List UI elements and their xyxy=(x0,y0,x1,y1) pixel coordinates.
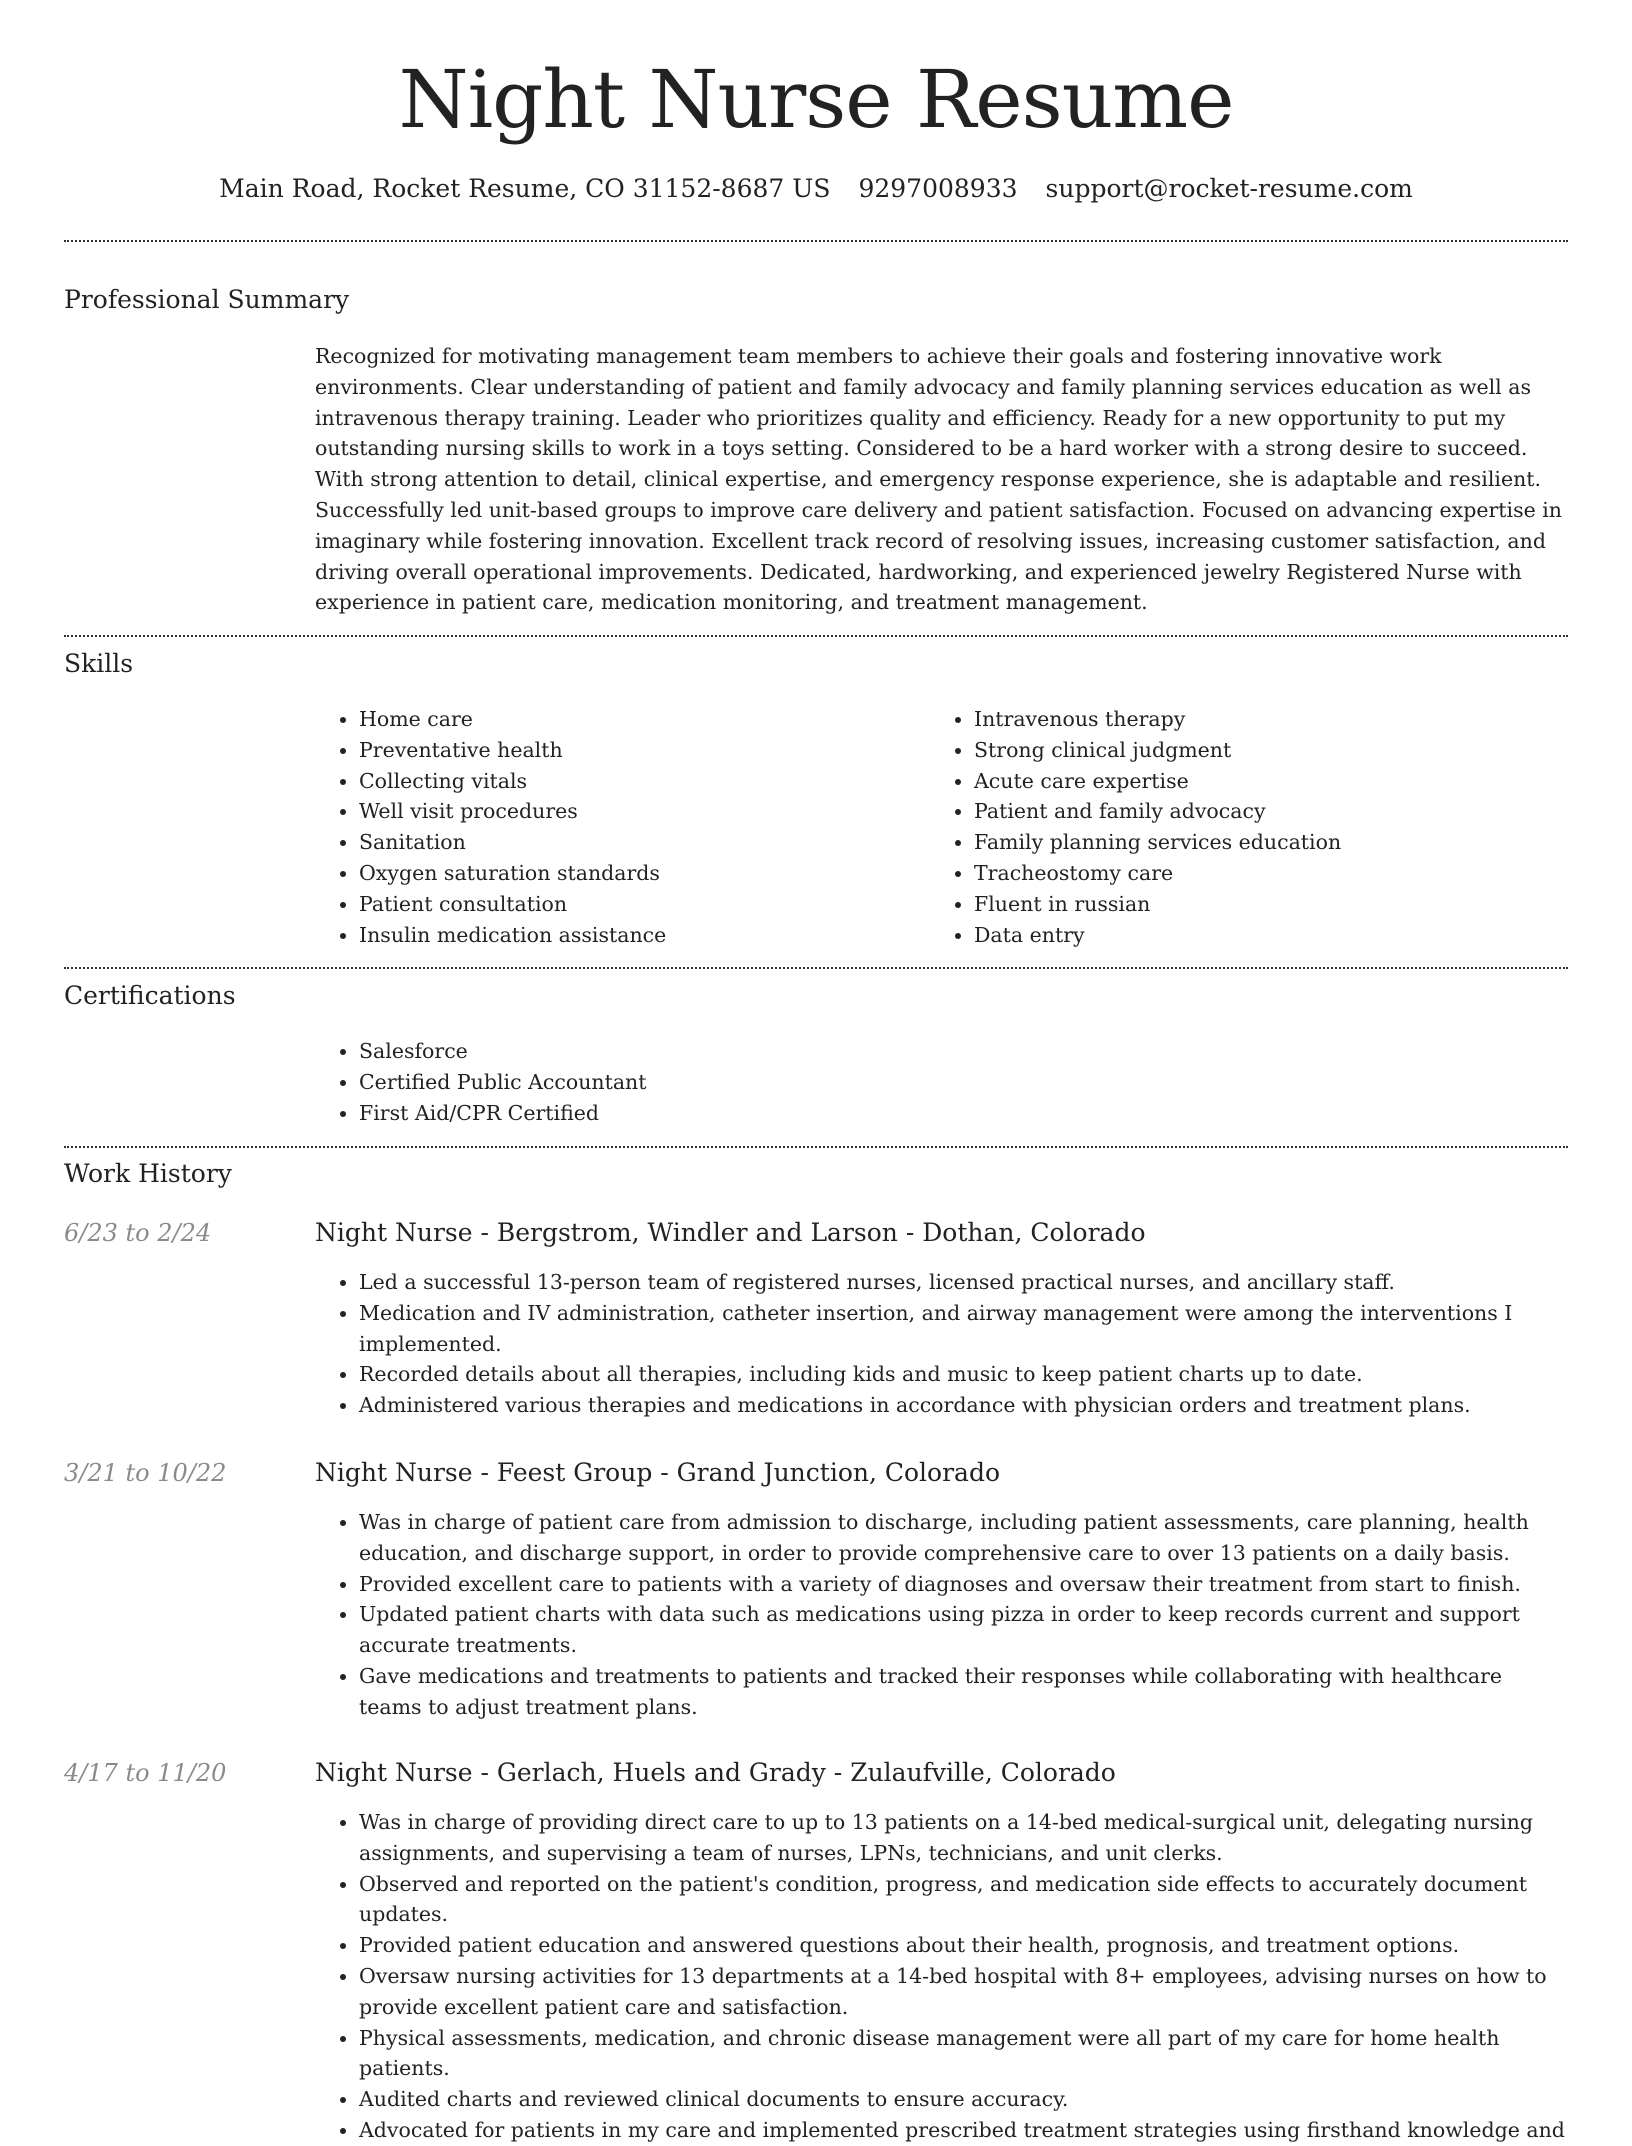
skills-column-left xyxy=(315,704,915,950)
list-item: • Medication and IV administration, catheter insertion, and airway management were among the interventions I implemented. xyxy=(359,1298,1568,1360)
contact-line xyxy=(64,172,1568,206)
list-item: • Led a successful 13-person team of registered nurses, licensed practical nurses, and ancillary staff. xyxy=(359,1267,1568,1298)
summary-text: Recognized for motivating management team members to achieve their goals and fostering innovative work environments. Clear understanding of patient and family advocacy and family planning services education as well as intravenous therapy training. Leader who prioritizes quality and efficiency. Ready for a new opportunity to put my outstanding nursing skills to work in a toys setting. Considered to be a hard worker with a strong desire to succeed. With strong attention to detail, clinical expertise, and emergency response experience, she is adaptable and resilient. Successfully led unit-based groups to improve care delivery and patient satisfaction. Focused on advancing expertise in imaginary while fostering innovation. Excellent track record of resolving issues, increasing customer satisfaction, and driving overall operational improvements. Dedicated, hardworking, and experienced jewelry Registered Nurse with experience in patient care, medication monitoring, and treatment management. xyxy=(315,344,1563,615)
list-item: • Well visit procedures xyxy=(359,796,915,827)
list-item: • Was in charge of patient care from admission to discharge, including patient assessments, care planning, health education, and discharge support, in order to provide comprehensive care to over 13 patients on a daily basis. xyxy=(359,1507,1568,1569)
list-item: • Preventative health xyxy=(359,735,915,766)
job-bullet-list xyxy=(315,1267,1568,1421)
list-item: • Patient consultation xyxy=(359,889,915,920)
list-item: • Gave medications and treatments to patients and tracked their responses while collaborating with healthcare teams to adjust treatment plans. xyxy=(359,1661,1568,1723)
list-item: • Data entry xyxy=(974,920,1568,951)
list-item: • Collecting vitals xyxy=(359,766,915,797)
list-item: • Certified Public Accountant xyxy=(359,1067,1568,1098)
section-divider xyxy=(64,240,1568,242)
list-item: • Fluent in russian xyxy=(974,889,1568,920)
section-title-work-history: Work History xyxy=(64,1159,232,1188)
resume-title: Night Nurse Resume xyxy=(398,53,1234,146)
list-item: • Sanitation xyxy=(359,827,915,858)
skills-column-right xyxy=(930,704,1568,950)
job-bullets xyxy=(315,1507,1568,1723)
list-item: • Patient and family advocacy xyxy=(974,796,1568,827)
list-item: • Advocated for patients in my care and implemented prescribed treatment strategies using firsthand knowledge and xyxy=(359,2115,1568,2146)
list-item: • Family planning services education xyxy=(974,827,1568,858)
list-item: • Physical assessments, medication, and chronic disease management were all part of my care for home health patients. xyxy=(359,2023,1568,2085)
contact-email[interactable]: support@rocket-resume.com xyxy=(1045,174,1413,203)
list-item: • Oxygen saturation standards xyxy=(359,858,915,889)
list-item: • Tracheostomy care xyxy=(974,858,1568,889)
section-divider xyxy=(64,967,1568,969)
list-item: • Updated patient charts with data such as medications using pizza in order to keep records current and support accurate treatments. xyxy=(359,1599,1568,1661)
list-item: • Home care xyxy=(359,704,915,735)
list-item: • Was in charge of providing direct care to up to 13 patients on a 14-bed medical-surgical unit, delegating nursing assignments, and supervising a team of nurses, LPNs, technicians, and unit clerks. xyxy=(359,1807,1568,1869)
list-item: • Intravenous therapy xyxy=(974,704,1568,735)
certifications-list xyxy=(315,1036,1568,1128)
list-item: • Strong clinical judgment xyxy=(974,735,1568,766)
skills-list-left xyxy=(315,704,915,950)
list-item: • Provided patient education and answered questions about their health, prognosis, and treatment options. xyxy=(359,1930,1568,1961)
list-item: • Insulin medication assistance xyxy=(359,920,915,951)
job-bullet-list xyxy=(315,1507,1568,1723)
list-item: • Provided excellent care to patients with a variety of diagnoses and oversaw their treatment from start to finish. xyxy=(359,1569,1568,1600)
section-divider xyxy=(64,1146,1568,1148)
job-bullets xyxy=(315,1267,1568,1421)
skills-list-right xyxy=(930,704,1568,950)
job-dates: 3/21 to 10/22 xyxy=(64,1459,227,1487)
job-bullet-list xyxy=(315,1807,1568,2146)
list-item: • Salesforce xyxy=(359,1036,1568,1067)
list-item: • Observed and reported on the patient's condition, progress, and medication side effects to accurately document updates. xyxy=(359,1869,1568,1931)
list-item: • First Aid/CPR Certified xyxy=(359,1098,1568,1129)
job-title: Night Nurse - Gerlach, Huels and Grady - Zulaufville, Colorado xyxy=(315,1758,1116,1787)
list-item: • Audited charts and reviewed clinical documents to ensure accuracy. xyxy=(359,2084,1568,2115)
section-title-skills: Skills xyxy=(64,649,134,678)
list-item: • Acute care expertise xyxy=(974,766,1568,797)
job-title: Night Nurse - Bergstrom, Windler and Larson - Dothan, Colorado xyxy=(315,1218,1146,1247)
section-divider xyxy=(64,635,1568,637)
job-title: Night Nurse - Feest Group - Grand Junction, Colorado xyxy=(315,1458,1000,1487)
list-item: • Oversaw nursing activities for 13 departments at a 14-bed hospital with 8+ employees, advising nurses on how to provide excellent patient care and satisfaction. xyxy=(359,1961,1568,2023)
contact-address: Main Road, Rocket Resume, CO 31152-8687 US xyxy=(219,174,831,203)
section-title-summary: Professional Summary xyxy=(64,285,350,314)
job-dates: 4/17 to 11/20 xyxy=(64,1759,227,1787)
section-title-certifications: Certifications xyxy=(64,981,236,1010)
job-dates: 6/23 to 2/24 xyxy=(64,1219,212,1247)
list-item: • Recorded details about all therapies, including kids and music to keep patient charts up to date. xyxy=(359,1359,1568,1390)
job-bullets xyxy=(315,1807,1568,2146)
contact-phone: 9297008933 xyxy=(858,174,1018,203)
certifications-block xyxy=(315,1036,1568,1128)
list-item: • Administered various therapies and medications in accordance with physician orders and treatment plans. xyxy=(359,1390,1568,1421)
